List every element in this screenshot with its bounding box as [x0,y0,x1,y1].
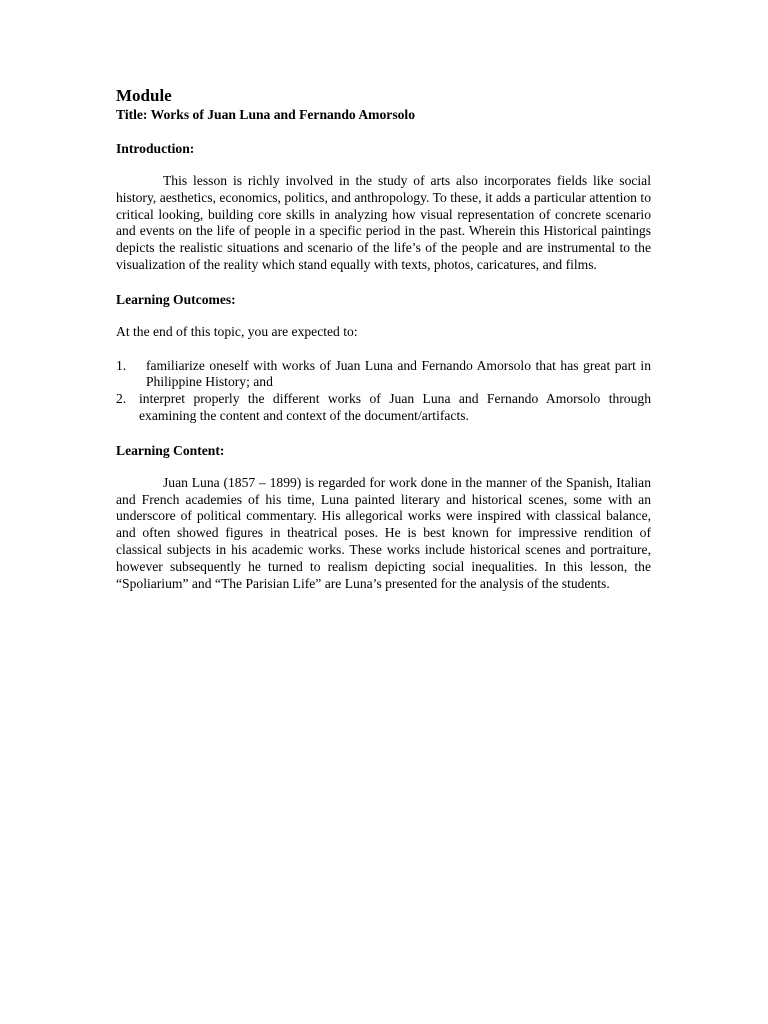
list-item [116,391,651,425]
list-item-text: familiarize oneself with works of Juan Luna and Fernando Amorsolo that has great part in Philippine History; and [146,357,651,390]
introduction-section [116,140,651,274]
learning-outcomes-section [116,291,651,425]
learning-outcomes-heading: Learning Outcomes: [116,291,236,307]
introduction-paragraph: This lesson is richly involved in the study of arts also incorporates fields like social history, aesthetics, economics, politics, and anthropology. To these, it adds a particular attention to critical looking, building core skills in analyzing how visual representation of concrete scenario and events on the life of people in a specific period in the past. Wherein this Historical paintings depicts the realistic situations and scenario of the life’s of the people and are instrumental to the visualization of the reality which stand equally with texts, photos, caricatures, and films. [116,173,651,272]
learning-content-section [116,442,651,593]
list-item [116,358,651,392]
introduction-heading: Introduction: [116,141,195,156]
learning-content-heading: Learning Content: [116,442,225,458]
list-item-number: 2. [116,391,127,407]
module-heading: Module [116,86,172,105]
learning-content-paragraph: Juan Luna (1857 – 1899) is regarded for work done in the manner of the Spanish, Italian and French academies of his time, Luna painted literary and historical scenes, some with an underscore of political commentary. His allegorical works were inspired with classical balance, and often showed figures in theatrical poses. He is best known for impressive rendition of classical subjects in his academic works. These works include historical scenes and portraiture, however subsequently he turned to realism depicting social inequalities. In this lesson, the “Spoliarium” and “The Parisian Life” are Luna’s presented for the analysis of the students. [116,474,651,591]
page-title: Title: Works of Juan Luna and Fernando Amorsolo [116,107,415,122]
learning-outcomes-lead: At the end of this topic, you are expected to: [116,323,358,339]
list-item-text: interpret properly the different works of Juan Luna and Fernando Amorsolo through examining the content and context of the document/artifacts. [139,391,651,423]
document-page [116,86,651,609]
list-item-number: 1. [116,357,127,373]
learning-outcomes-list [116,358,651,425]
